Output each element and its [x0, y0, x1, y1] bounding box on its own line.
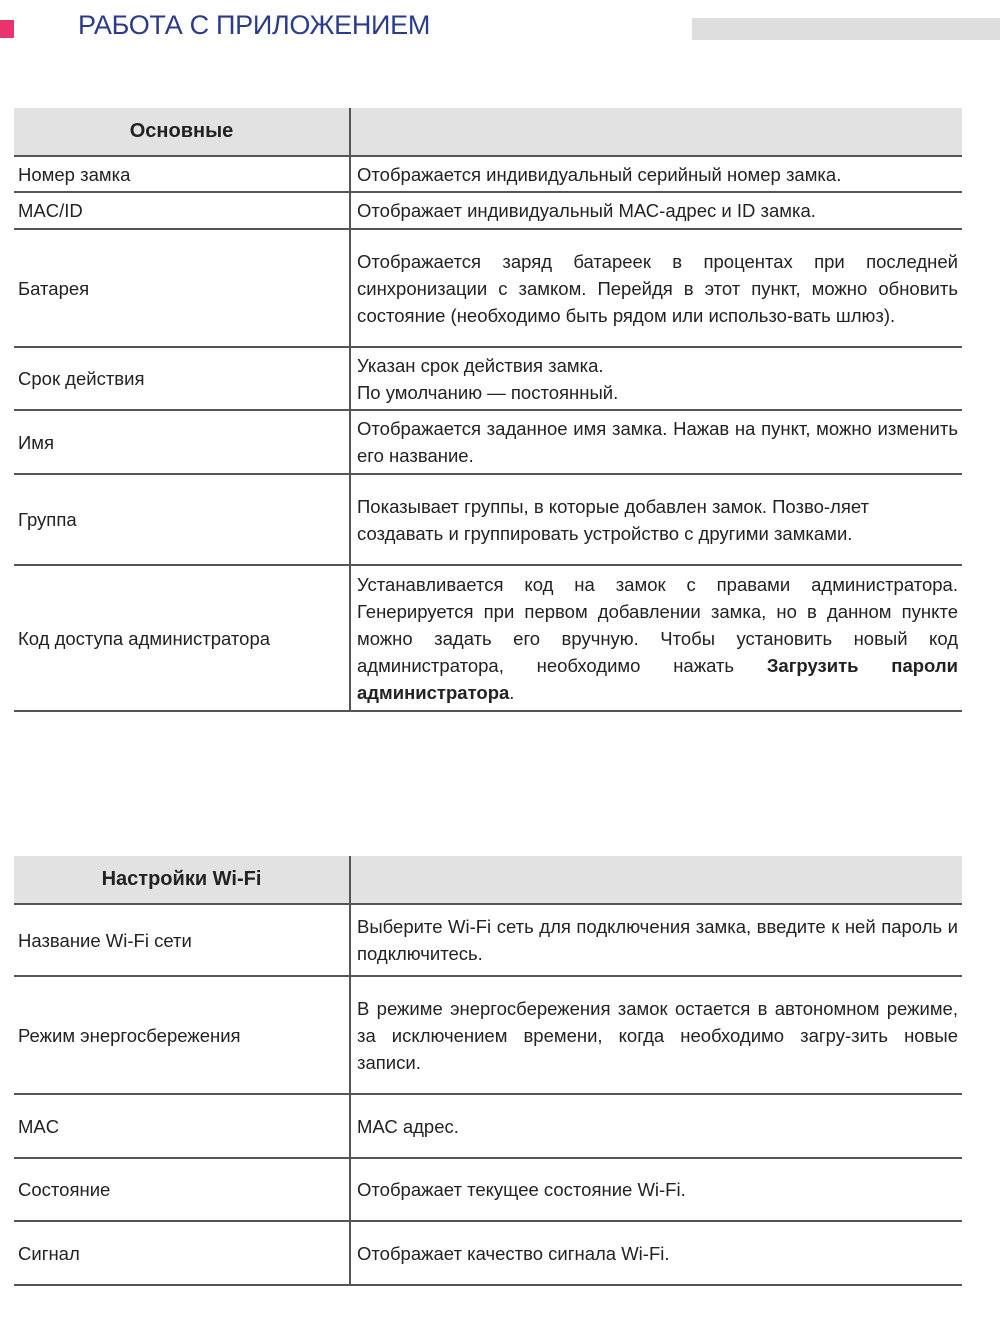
row-value: Отображает текущее состояние Wi-Fi. [350, 1158, 962, 1221]
row-key: Сигнал [14, 1221, 350, 1285]
row-value-line: По умолчанию — постоянный. [357, 381, 619, 403]
header-bar [692, 18, 1000, 40]
table-row [14, 192, 962, 229]
row-value-text: Устанавливается код на замок с правами администратора. Генерируется при первом добавлении замка, но в данном пункте можно задать его вручную. Чтобы установить новый код администратора, необходимо нажать [357, 573, 958, 676]
table-row [14, 904, 962, 976]
table-header-empty [350, 856, 962, 904]
table-row [14, 474, 962, 565]
accent-marker [0, 20, 14, 38]
row-value: МАС адрес. [350, 1094, 962, 1158]
row-key: Режим энергосбережения [14, 976, 350, 1094]
table-row [14, 1094, 962, 1158]
table-row [14, 156, 962, 192]
table-basic [14, 108, 962, 712]
row-value: Выберите Wi-Fi сеть для подключения замка, введите к ней пароль и подключитесь. [350, 904, 962, 976]
page-title: РАБОТА С ПРИЛОЖЕНИЕМ [78, 10, 431, 40]
row-value: Отображается заданное имя замка. Нажав на пункт, можно изменить его название. [350, 410, 962, 474]
table-header-row [14, 108, 962, 156]
row-key: Срок действия [14, 347, 350, 410]
row-key: MAC [14, 1094, 350, 1158]
row-value: Отображается индивидуальный серийный номер замка. [350, 156, 962, 192]
page-header [0, 0, 1000, 60]
table-row [14, 1221, 962, 1285]
row-value: В режиме энергосбережения замок остается в автономном режиме, за исключением времени, когда необходимо загру-зить новые записи. [350, 976, 962, 1094]
table-wifi [14, 856, 962, 1286]
row-key: Имя [14, 410, 350, 474]
row-value-bold: Загрузить пароли администратора [357, 654, 958, 703]
table-header-wifi: Настройки Wi-Fi [14, 856, 350, 904]
row-value-text: . [509, 681, 515, 703]
row-key: Группа [14, 474, 350, 565]
row-key: Состояние [14, 1158, 350, 1221]
table-row [14, 229, 962, 347]
row-key: Название Wi-Fi сети [14, 904, 350, 976]
row-key: Код доступа администратора [14, 565, 350, 711]
row-key: Номер замка [14, 156, 350, 192]
row-value: Отображается заряд батареек в процентах при последней синхронизации с замком. Перейдя в этот пункт, можно обновить состояние (необходимо быть рядом или использо-вать шлюз). [350, 229, 962, 347]
table-row [14, 565, 962, 711]
row-value [350, 565, 962, 711]
row-value: Отображает индивидуальный МАС-адрес и ID замка. [350, 192, 962, 229]
row-value: Отображает качество сигнала Wi-Fi. [350, 1221, 962, 1285]
row-key: MAC/ID [14, 192, 350, 229]
row-value: Показывает группы, в которые добавлен замок. Позво-ляет создавать и группировать устройство с другими замками. [350, 474, 962, 565]
row-value [350, 347, 962, 410]
table-row [14, 347, 962, 410]
table-row [14, 410, 962, 474]
table-row [14, 976, 962, 1094]
row-key: Батарея [14, 229, 350, 347]
table-header-row [14, 856, 962, 904]
row-value-line: Указан срок действия замка. [357, 354, 604, 376]
table-header-basic: Основные [14, 108, 350, 156]
table-header-empty [350, 108, 962, 156]
table-row [14, 1158, 962, 1221]
